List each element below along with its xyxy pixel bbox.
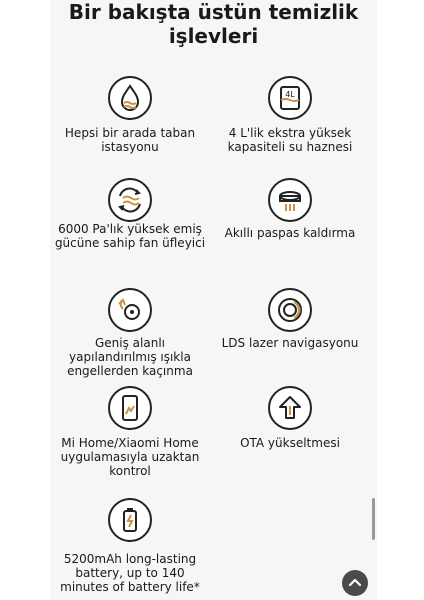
water-drop-icon [108,76,152,120]
feature-label: Mi Home/Xiaomi Home uygulamasıyla uzaktan kontrol [60,436,200,478]
phone-app-icon [108,386,152,430]
features-panel [50,0,377,600]
lds-laser-icon [268,288,312,332]
feature-label: OTA yükseltmesi [240,436,340,450]
obstacle-avoidance-icon [108,288,152,332]
feature-label: 6000 Pa'lık yüksek emiş gücüne sahip fan üfleyici [54,222,206,250]
mop-lift-icon [268,178,312,222]
scrollbar-thumb[interactable] [372,498,375,540]
chevron-up-icon [342,570,368,596]
feature-label: LDS lazer navigasyonu [221,336,359,350]
feature-label: 4 L'lik ekstra yüksek kapasiteli su haznesi [227,126,353,154]
scroll-to-top-button[interactable] [342,570,368,596]
title-line-2: işlevleri [168,24,259,48]
feature-label: Akıllı paspas kaldırma [224,226,356,240]
fan-airflow-icon [108,178,152,222]
feature-label: 5200mAh long-lasting battery, up to 140 minutes of battery life* [60,552,200,594]
feature-label: Hepsi bir arada taban istasyonu [64,126,196,154]
title-line-1: Bir bakışta üstün temizlik [68,0,359,24]
tank-capacity-text: 4L [285,90,295,99]
feature-label: Geniş alanlı yapılandırılmış ışıkla engellerden kaçınma [67,336,193,378]
battery-icon [108,498,152,542]
ota-upgrade-icon [268,386,312,430]
water-tank-icon [268,76,312,120]
